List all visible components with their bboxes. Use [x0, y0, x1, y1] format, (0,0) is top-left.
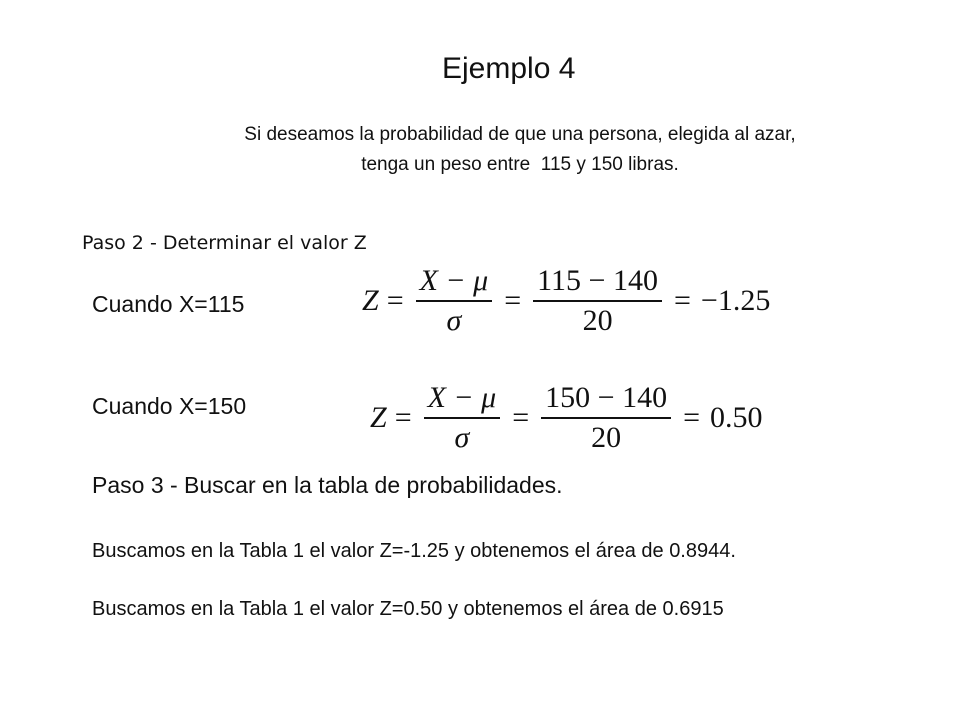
problem-statement [140, 120, 900, 180]
fraction-numerator: X − μ [427, 381, 497, 414]
problem-statement-line-1: Si deseamos la probabilidad de que una persona, elegida al azar, [244, 124, 796, 145]
z-formula-115 [362, 262, 770, 340]
z-formula-150 [370, 380, 763, 456]
symbolic-fraction [416, 264, 493, 338]
case-150-label: Cuando X=150 [92, 393, 247, 419]
fraction-denominator: 20 [582, 304, 613, 337]
problem-statement-line-2: tenga un peso entre 115 y 150 libras. [361, 154, 679, 175]
z-result: −1.25 [700, 284, 771, 317]
z-result: 0.50 [710, 401, 763, 434]
fraction-denominator: σ [446, 304, 462, 337]
step-3-heading: Paso 3 - Buscar en la tabla de probabilidades. [92, 472, 563, 498]
fraction-denominator: 20 [591, 421, 622, 454]
equals-sign: = [386, 284, 404, 317]
symbolic-fraction [424, 381, 501, 455]
equals-sign: = [504, 284, 522, 317]
equals-sign: = [673, 284, 691, 317]
equals-sign: = [512, 401, 530, 434]
table-lookup-result-1: Buscamos en la Tabla 1 el valor Z=-1.25 y obtenemos el área de 0.8944. [92, 540, 736, 562]
equals-sign: = [683, 401, 701, 434]
numeric-fraction [541, 381, 671, 455]
step-2-heading: Paso 2 - Determinar el valor Z [82, 232, 367, 254]
z-symbol: Z [370, 401, 387, 434]
equals-sign: = [394, 401, 412, 434]
fraction-numerator: X − μ [419, 264, 489, 297]
numeric-fraction [533, 264, 662, 338]
z-symbol: Z [362, 284, 379, 317]
case-115-label: Cuando X=115 [92, 291, 245, 317]
page-title: Ejemplo 4 [442, 52, 576, 85]
fraction-numerator: 115 − 140 [537, 264, 658, 297]
fraction-numerator: 150 − 140 [545, 381, 668, 414]
fraction-denominator: σ [454, 421, 470, 454]
table-lookup-result-2: Buscamos en la Tabla 1 el valor Z=0.50 y obtenemos el área de 0.6915 [92, 598, 724, 620]
